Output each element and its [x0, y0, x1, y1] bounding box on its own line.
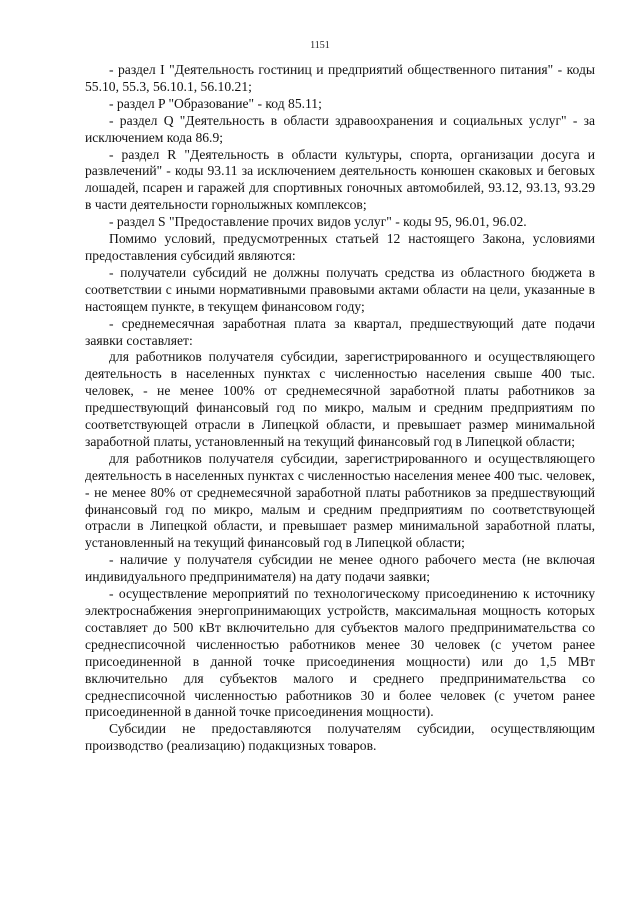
- page-number: 1151: [310, 40, 330, 51]
- paragraph-excise-exclusion: Субсидии не предоставляются получателям субсидии, осуществляющим производство (реализацию) подакцизных товаров.: [85, 721, 595, 754]
- paragraph-section-p: - раздел P "Образование" - код 85.11;: [109, 95, 322, 111]
- paragraph-section-i: - раздел I "Деятельность гостиниц и предприятий общественного питания" - коды 55.10, 55.3, 56.10.1, 56.10.21;: [85, 62, 595, 94]
- document-body: [85, 62, 595, 755]
- paragraph-conditions-intro: Помимо условий, предусмотренных статьей 12 настоящего Закона, условиями предоставления субсидий являются:: [85, 231, 595, 263]
- paragraph-condition-no-other-funding: - получатели субсидий не должны получать средства из областного бюджета в соответствии с иными нормативными правовыми актами области на цели, указанные в настоящем пункте, в текущем финансовом году;: [85, 264, 595, 314]
- paragraph-salary-over-400k: для работников получателя субсидии, зарегистрированного и осуществляющего деятельность в населенных пунктах с численностью населения свыше 400 тыс. человек, - не менее 100% от среднемесячной заработной платы работников за предшествующий финансовый год по микро, малым и средним предприятиям по соответствующей отрасли в Липецкой области, и превышает размер минимальной заработной платы, установленный на текущий финансовый год в Липецкой области;: [85, 349, 595, 449]
- paragraph-condition-grid-connection: - осуществление мероприятий по технологическому присоединению к источнику электроснабжения энергопринимающих устройств, максимальная мощность которых составляет до 500 кВт включительно для субъектов малого предпринимательства со среднесписочной численностью работников менее 30 человек (с учетом ранее присоединенной в данной точке присоединения мощности) или до 1,5 МВт включительно для субъектов малого и среднего предпринимательства со среднесписочной численностью работников 30 и более человек (с учетом ранее присоединенной в данной точке присоединения мощности).: [85, 586, 595, 720]
- paragraph-condition-average-salary: - среднемесячная заработная плата за квартал, предшествующий дате подачи заявки составляет:: [85, 315, 595, 348]
- paragraph-condition-workplace: - наличие у получателя субсидии не менее одного рабочего места (не включая индивидуального предпринимателя) на дату подачи заявки;: [85, 552, 595, 585]
- paragraph-section-r: - раздел R "Деятельность в области культуры, спорта, организации досуга и развлечений" - коды 93.11 за исключением деятельность конюшен скаковых и беговых лошадей, псарен и гаражей для спортивных гоночных автомобилей, 93.12, 93.13, 93.29 в части деятельности горнолыжных комплексов;: [85, 146, 595, 213]
- paragraph-section-s: - раздел S "Предоставление прочих видов услуг" - коды 95, 96.01, 96.02.: [109, 214, 527, 230]
- paragraph-salary-under-400k: для работников получателя субсидии, зарегистрированного и осуществляющего деятельность в населенных пунктах с численностью населения менее 400 тыс. человек, - не менее 80% от среднемесячной заработной платы работников за предшествующий финансовый год по микро, малым и средним предприятиям по соответствующей отрасли в Липецкой области, и превышает размер минимальной заработной платы, установленный на текущий финансовый год в Липецкой области;: [85, 450, 595, 551]
- paragraph-section-q: - раздел Q "Деятельность в области здравоохранения и социальных услуг" - за исключением кода 86.9;: [85, 112, 595, 145]
